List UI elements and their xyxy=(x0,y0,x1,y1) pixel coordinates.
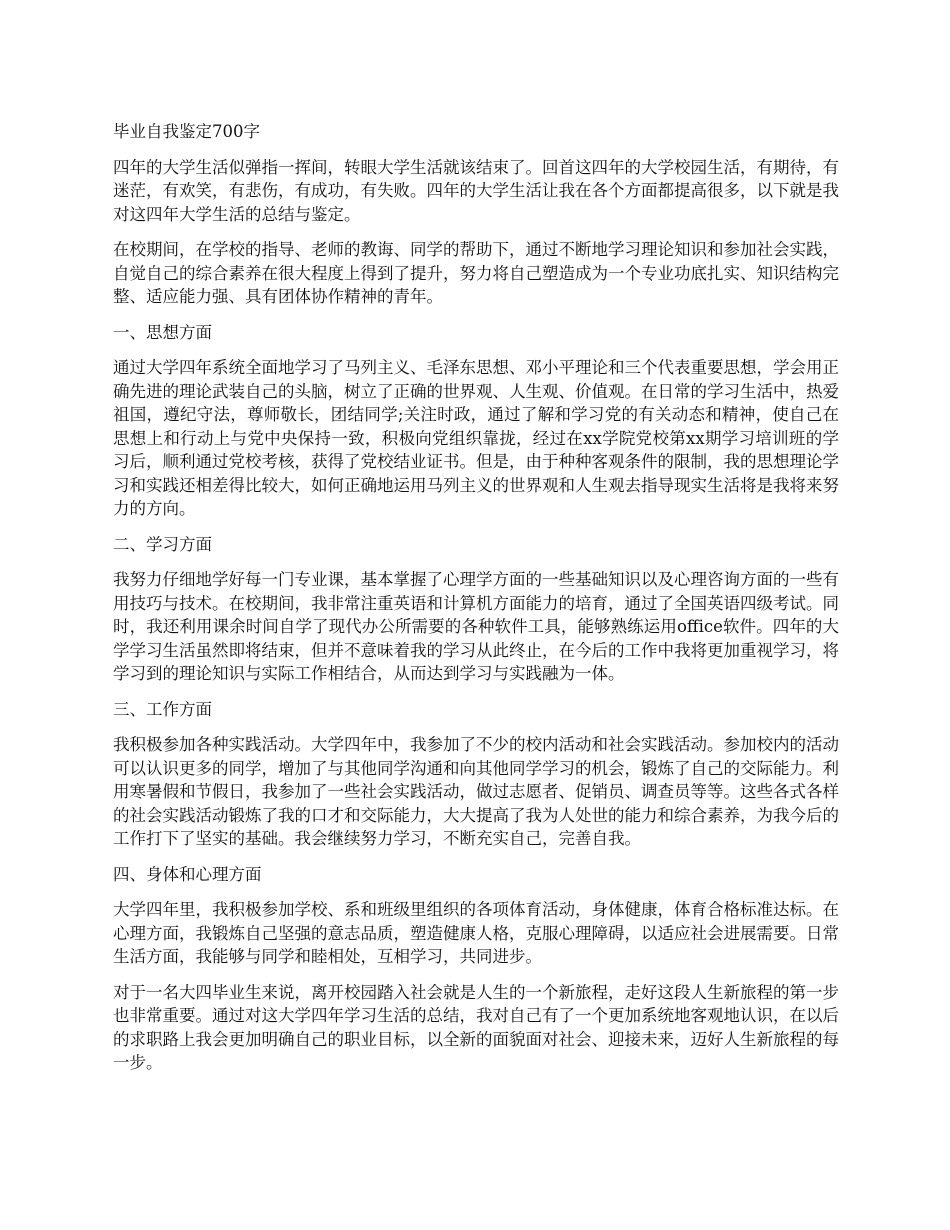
document-title: 毕业自我鉴定700字 xyxy=(113,122,260,141)
intro-paragraph-1: 四年的大学生活似弹指一挥间，转眼大学生活就该结束了。回首这四年的大学校园生活，有期待，有迷茫，有欢笑，有悲伤，有成功，有失败。四年的大学生活让我在各个方面都提高很多，以下就是我对这四年大学生活的总结与鉴定。 xyxy=(113,157,839,224)
section-body-study: 我努力仔细地学好每一门专业课，基本掌握了心理学方面的一些基础知识以及心理咨询方面的一些有用技巧与技术。在校期间，我非常注重英语和计算机方面能力的培育，通过了全国英语四级考试。同时，我还利用课余时间自学了现代办公所需要的各种软件工具，能够熟练运用office软件。四年的大学学习生活虽然即将结束，但并不意味着我的学习从此终止，在今后的工作中我将更加重视学习，将学习到的理论知识与实际工作相结合，从而达到学习与实践融为一体。 xyxy=(113,570,839,683)
section-body-health: 大学四年里，我积极参加学校、系和班级里组织的各项体育活动，身体健康，体育合格标准达标。在心理方面，我锻炼自己坚强的意志品质，塑造健康人格，克服心理障碍，以适应社会进展需要。日常生活方面，我能够与同学和睦相处，互相学习，共同进步。 xyxy=(113,900,839,966)
section-heading-health: 四、身体和心理方面 xyxy=(113,864,262,884)
section-heading-work: 三、工作方面 xyxy=(113,699,212,719)
section-body-thought: 通过大学四年系统全面地学习了马列主义、毛泽东思想、邓小平理论和三个代表重要思想，学会用正确先进的理论武装自己的头脑，树立了正确的世界观、人生观、价值观。在日常的学习生活中，热爱祖国，遵纪守法，尊师敬长，团结同学;关注时政，通过了解和学习党的有关动态和精神，使自己在思想上和行动上与党中央保持一致，积极向党组织靠拢，经过在xx学院党校第xx期学习培训班的学习后，顺利通过党校考核，获得了党校结业证书。但是，由于种种客观条件的限制，我的思想理论学习和实践还相差得比较大，如何正确地运用马列主义的世界观和人生观去指导现实生活将是我将来努力的方向。 xyxy=(113,358,839,518)
document-page xyxy=(113,120,839,1087)
closing-paragraph: 对于一名大四毕业生来说，离开校园踏入社会就是人生的一个新旅程，走好这段人生新旅程的第一步也非常重要。通过对这大学四年学习生活的总结，我对自己有了一个更加系统地客观地认识，在以后的求职路上我会更加明确自己的职业目标，以全新的面貌面对社会、迎接未来，迈好人生新旅程的每一步。 xyxy=(113,982,839,1072)
section-heading-thought: 一、思想方面 xyxy=(113,322,212,342)
section-heading-study: 二、学习方面 xyxy=(113,534,212,554)
intro-paragraph-2: 在校期间，在学校的指导、老师的教诲、同学的帮助下，通过不断地学习理论知识和参加社会实践，自觉自己的综合素养在很大程度上得到了提升，努力将自己塑造成为一个专业功底扎实、知识结构完整、适应能力强、具有团体协作精神的青年。 xyxy=(113,240,839,306)
section-body-work: 我积极参加各种实践活动。大学四年中，我参加了不少的校内活动和社会实践活动。参加校内的活动可以认识更多的同学，增加了与其他同学沟通和向其他同学学习的机会，锻炼了自己的交际能力。利用寒暑假和节假日，我参加了一些社会实践活动，做过志愿者、促销员、调查员等等。这些各式各样的社会实践活动锻炼了我的口才和交际能力，大大提高了我为人处世的能力和综合素养，为我今后的工作打下了坚实的基础。我会继续努力学习，不断充实自己，完善自我。 xyxy=(113,735,839,848)
